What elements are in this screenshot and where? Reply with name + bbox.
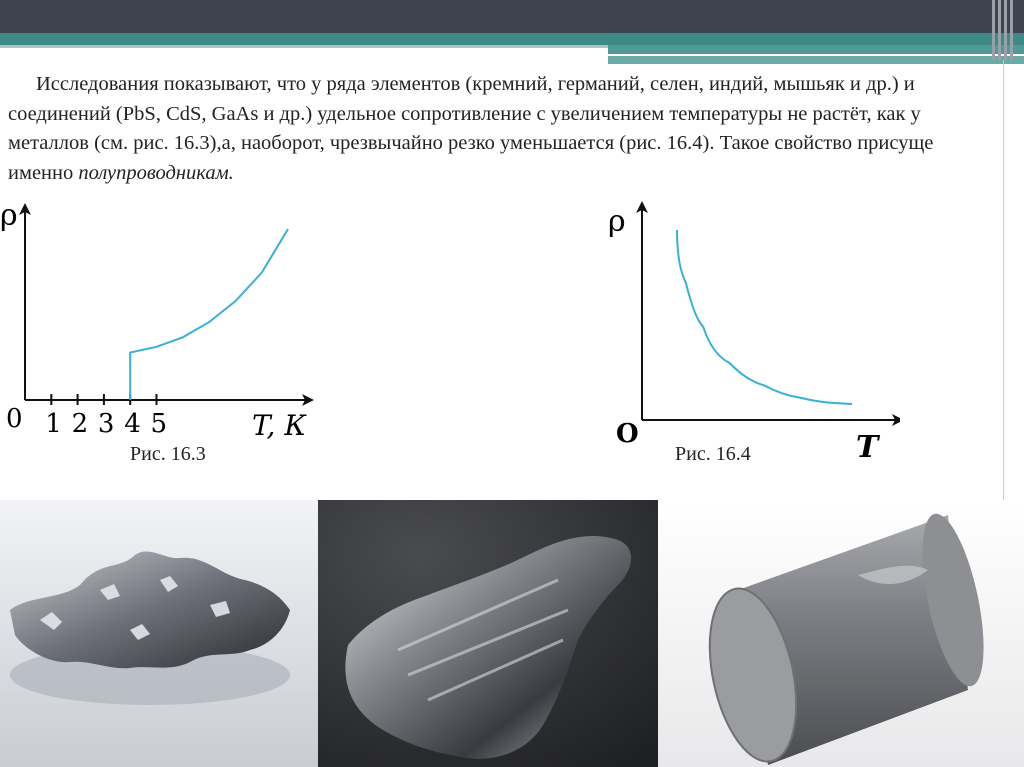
right-border-rule <box>1003 60 1004 500</box>
fig2-series-line <box>677 230 852 404</box>
fig1-x-label: T, К <box>252 409 307 442</box>
germanium-sample-photo <box>318 500 658 767</box>
fig1-origin-label: 0 <box>6 404 23 434</box>
fig1-x-tick-label: 3 <box>97 409 115 439</box>
fig2-x-label: T <box>856 430 879 465</box>
header-accent-line <box>0 45 608 48</box>
body-paragraph <box>8 70 998 188</box>
header-stripes <box>992 0 1024 60</box>
header-accent-bar-right <box>608 45 1024 54</box>
figure-16-3-chart <box>0 195 340 450</box>
figure-16-4-caption: Рис. 16.4 <box>675 443 751 465</box>
fig1-x-tick-label: 1 <box>45 409 62 439</box>
fig1-series-line <box>130 229 288 400</box>
header-bar <box>0 0 1024 33</box>
fig2-y-label: ρ <box>608 204 626 239</box>
ingot-cylinder-photo <box>658 500 1024 767</box>
header-accent-line-right <box>608 56 1024 64</box>
fig1-y-label: ρ <box>0 198 18 233</box>
paragraph-text: Исследования показывают, что у ряда элементов (кремний, германий, селен, индий, мышьяк и др.) и соединений (PbS, CdS, GaAs и др.) удельное сопротивление с увеличением температуры не растёт, как у металлов (см. рис. 16.3),а, наоборот, чрезвычайно резко уменьшается (рис. 16.4). Такое свойство присуще именно <box>8 73 934 184</box>
fig1-x-tick-label: 4 <box>124 409 141 439</box>
figure-16-4-chart <box>600 195 900 465</box>
figure-16-3-caption: Рис. 16.3 <box>130 443 206 465</box>
fig1-x-tick-label: 5 <box>150 409 168 439</box>
fig2-origin-label: O <box>616 419 639 449</box>
silicon-sample-photo <box>0 500 318 767</box>
paragraph-emphasis: полупроводникам. <box>78 161 234 184</box>
fig1-x-tick-label: 2 <box>71 409 89 439</box>
header-accent-bar <box>0 33 1024 45</box>
